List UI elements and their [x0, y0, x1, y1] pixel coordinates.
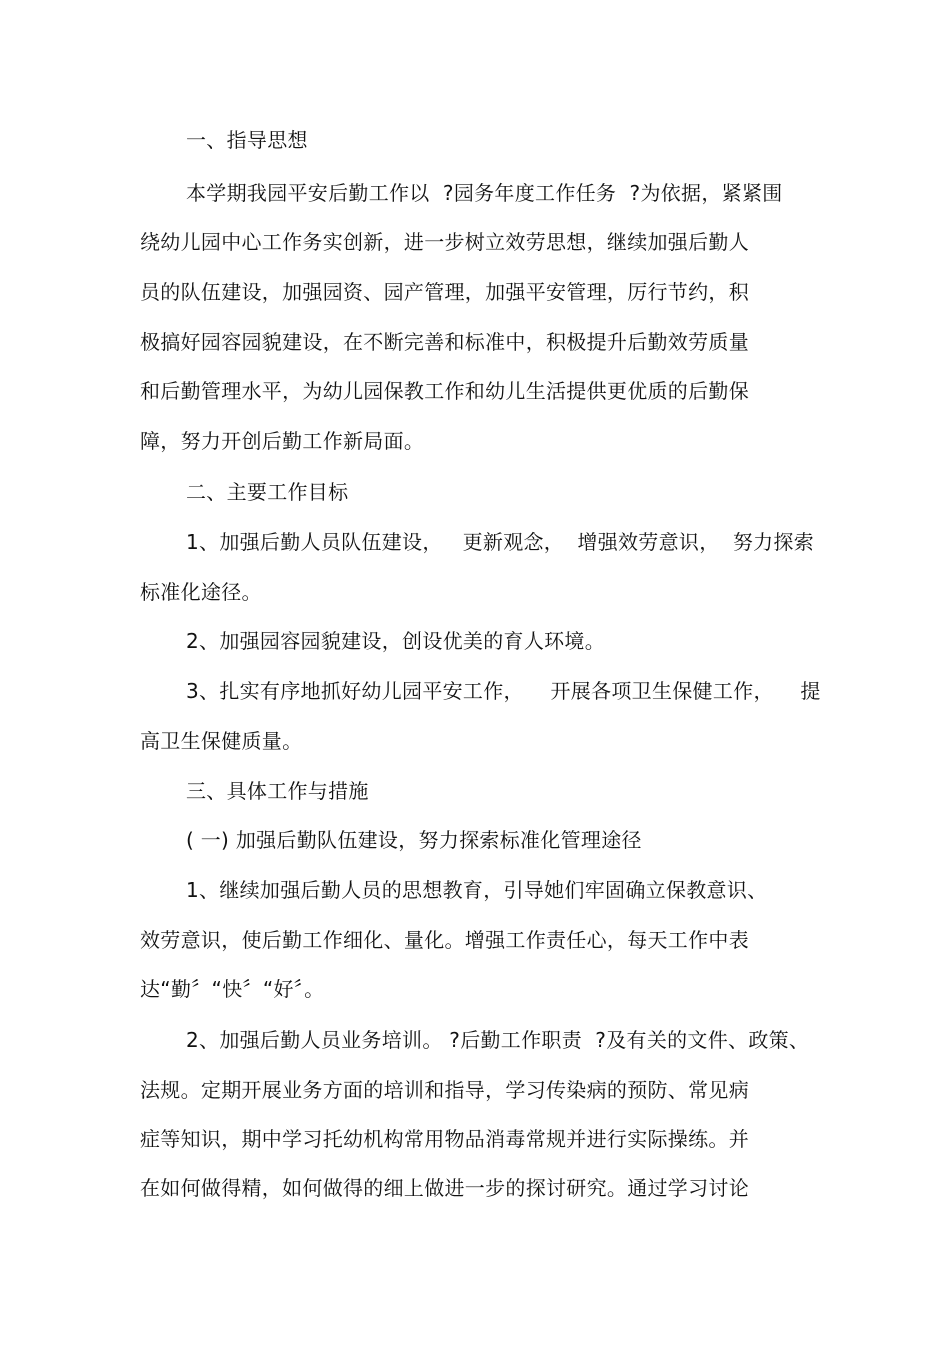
heading-main-goals: 二、主要工作目标 [186, 480, 349, 504]
list-item-line: 2、加强园容园貌建设，创设优美的育人环境。 [186, 629, 606, 653]
list-item-line: 高卫生保健质量。 [140, 729, 303, 753]
list-item-line: 2、加强后勤人员业务培训。 ?后勤工作职责 ?及有关的文件、政策、 [186, 1028, 810, 1052]
list-item-line: 法规。定期开展业务方面的培训和指导，学习传染病的预防、常见病 [140, 1078, 749, 1102]
list-item-line: 达“勤〞“快〞“好〞。 [140, 977, 325, 1001]
list-item-line: 3、扎实有序地抓好幼儿园平安工作， 开展各项卫生保健工作， 提 [186, 679, 821, 703]
heading-guiding-thought: 一、指导思想 [186, 128, 308, 152]
paragraph-line: 绕幼儿园中心工作务实创新，进一步树立效劳思想，继续加强后勤人 [140, 230, 749, 254]
paragraph-line: 和后勤管理水平，为幼儿园保教工作和幼儿生活提供更优质的后勤保 [140, 379, 749, 403]
list-item-line: 在如何做得精，如何做得的细上做进一步的探讨研究。通过学习讨论 [140, 1176, 749, 1200]
list-item-line: 效劳意识，使后勤工作细化、量化。增强工作责任心，每天工作中表 [140, 928, 749, 952]
paragraph-line: 员的队伍建设，加强园资、园产管理，加强平安管理，厉行节约，积 [140, 280, 749, 304]
subheading-team-building: ( 一) 加强后勤队伍建设，努力探索标准化管理途径 [186, 828, 642, 852]
paragraph-line: 本学期我园平安后勤工作以 ?园务年度工作任务 ?为依据，紧紧围 [186, 181, 783, 205]
list-item-line: 症等知识，期中学习托幼机构常用物品消毒常规并进行实际操练。并 [140, 1127, 749, 1151]
list-item-line: 1、加强后勤人员队伍建设， 更新观念， 增强效劳意识， 努力探索 [186, 530, 815, 554]
list-item-line: 标准化途径。 [140, 580, 262, 604]
paragraph-line: 障，努力开创后勤工作新局面。 [140, 429, 425, 453]
paragraph-line: 极搞好园容园貌建设，在不断完善和标准中，积极提升后勤效劳质量 [140, 330, 749, 354]
heading-measures: 三、具体工作与措施 [186, 779, 369, 803]
list-item-line: 1、继续加强后勤人员的思想教育，引导她们牢固确立保教意识、 [186, 878, 768, 902]
